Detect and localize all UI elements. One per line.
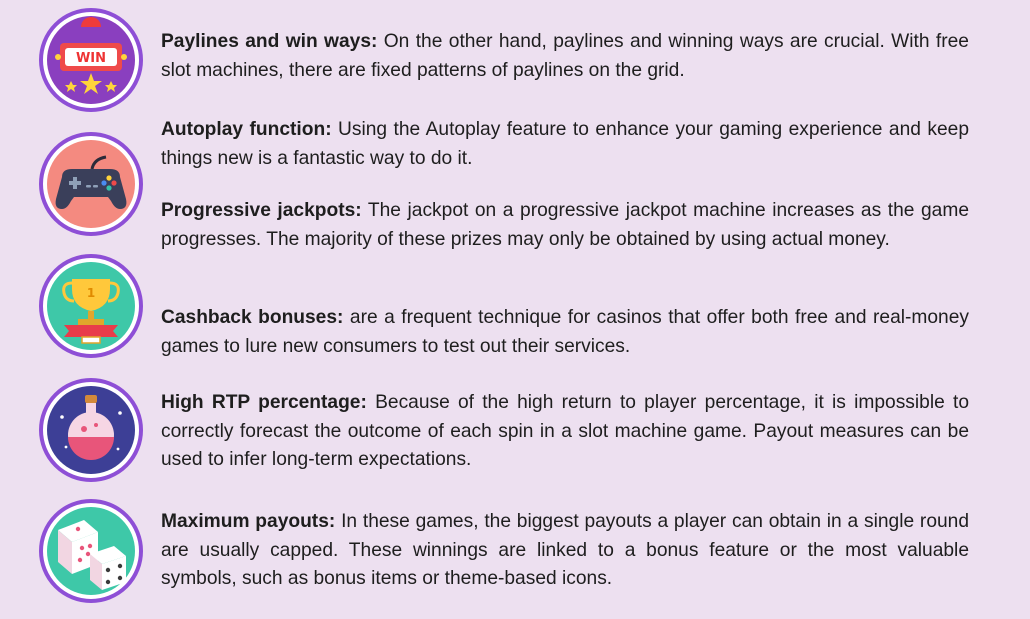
- feature-text: are a frequent technique for casinos that offer both free and real-money games to lure new consumers to test out their services.: [161, 307, 969, 357]
- feature-high-rtp: [161, 389, 969, 475]
- feature-text: In these games, the biggest payouts a player can obtain in a single round are usually capped. These winnings are linked to a bonus feature or the most valuable symbols, such as bonus items or theme-based icons.: [161, 511, 969, 589]
- feature-title: High RTP percentage:: [161, 392, 367, 413]
- feature-paylines: [161, 28, 969, 85]
- dice-icon: [38, 498, 144, 604]
- feature-progressive-jackpots: [161, 197, 969, 254]
- feature-title: Paylines and win ways:: [161, 31, 378, 52]
- feature-title: Cashback bonuses:: [161, 307, 344, 328]
- feature-title: Progressive jackpots:: [161, 200, 362, 221]
- feature-maximum-payouts: [161, 508, 969, 594]
- trophy-icon: [38, 253, 144, 359]
- potion-flask-icon: [38, 377, 144, 483]
- feature-text: The jackpot on a progressive jackpot machine increases as the game progresses. The majority of these prizes may only be obtained by using actual money.: [161, 200, 969, 250]
- trophy-rank-text: 1: [86, 286, 96, 300]
- feature-title: Autoplay function:: [161, 119, 332, 140]
- feature-autoplay: [161, 116, 969, 173]
- feature-title: Maximum payouts:: [161, 511, 336, 532]
- feature-text: Because of the high return to player percentage, it is impossible to correctly forecast the outcome of each spin in a slot machine game. Payout measures can be used to infer long-term expectations.: [161, 392, 969, 470]
- feature-cashback-bonuses: [161, 304, 969, 361]
- feature-text: Using the Autoplay feature to enhance your gaming experience and keep things new is a fantastic way to do it.: [161, 119, 969, 169]
- win-badge-text: WIN: [75, 51, 107, 66]
- feature-text: On the other hand, paylines and winning ways are crucial. With free slot machines, there are fixed patterns of paylines on the grid.: [161, 31, 969, 81]
- game-controller-icon: [38, 131, 144, 237]
- win-slot-sign-icon: [38, 7, 144, 113]
